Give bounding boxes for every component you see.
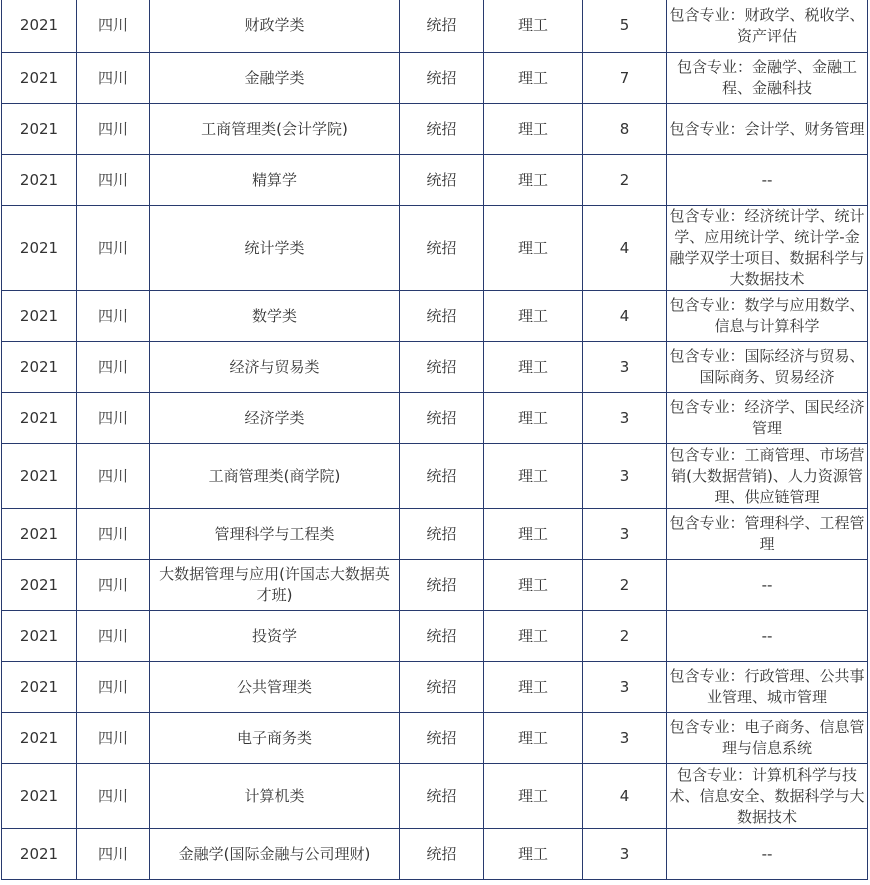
table-row: [2, 291, 868, 342]
plan-count-cell: 3: [583, 444, 667, 509]
enrollment-type-cell: 统招: [400, 764, 484, 829]
subject-cell: 理工: [484, 560, 583, 611]
province-cell: 四川: [77, 444, 150, 509]
plan-count-cell: 3: [583, 713, 667, 764]
major-cell: 管理科学与工程类: [150, 509, 400, 560]
year-cell: 2021: [2, 206, 77, 291]
major-cell: 金融学(国际金融与公司理财): [150, 829, 400, 880]
subject-cell: 理工: [484, 291, 583, 342]
enrollment-type-cell: 统招: [400, 0, 484, 53]
table-row: [2, 764, 868, 829]
subject-cell: 理工: [484, 53, 583, 104]
major-cell: 电子商务类: [150, 713, 400, 764]
subject-cell: 理工: [484, 206, 583, 291]
province-cell: 四川: [77, 713, 150, 764]
province-cell: 四川: [77, 509, 150, 560]
note-cell: 包含专业：金融学、金融工程、金融科技: [667, 53, 868, 104]
year-cell: 2021: [2, 560, 77, 611]
province-cell: 四川: [77, 829, 150, 880]
enrollment-type-cell: 统招: [400, 291, 484, 342]
year-cell: 2021: [2, 444, 77, 509]
plan-count-cell: 4: [583, 291, 667, 342]
subject-cell: 理工: [484, 444, 583, 509]
note-cell: 包含专业：工商管理、市场营销(大数据营销)、人力资源管理、供应链管理: [667, 444, 868, 509]
table-row: [2, 713, 868, 764]
major-cell: 投资学: [150, 611, 400, 662]
major-cell: 工商管理类(商学院): [150, 444, 400, 509]
note-cell: --: [667, 829, 868, 880]
note-cell: 包含专业：国际经济与贸易、国际商务、贸易经济: [667, 342, 868, 393]
province-cell: 四川: [77, 560, 150, 611]
plan-count-cell: 3: [583, 509, 667, 560]
province-cell: 四川: [77, 764, 150, 829]
plan-count-cell: 2: [583, 611, 667, 662]
table-row: [2, 53, 868, 104]
year-cell: 2021: [2, 393, 77, 444]
major-cell: 大数据管理与应用(许国志大数据英才班): [150, 560, 400, 611]
year-cell: 2021: [2, 0, 77, 53]
major-cell: 工商管理类(会计学院): [150, 104, 400, 155]
province-cell: 四川: [77, 342, 150, 393]
enrollment-type-cell: 统招: [400, 393, 484, 444]
note-cell: 包含专业：财政学、税收学、资产评估: [667, 0, 868, 53]
major-cell: 金融学类: [150, 53, 400, 104]
note-cell: --: [667, 560, 868, 611]
table-row: [2, 104, 868, 155]
enrollment-type-cell: 统招: [400, 206, 484, 291]
table-row: [2, 444, 868, 509]
province-cell: 四川: [77, 53, 150, 104]
year-cell: 2021: [2, 104, 77, 155]
major-cell: 数学类: [150, 291, 400, 342]
year-cell: 2021: [2, 155, 77, 206]
table-row: [2, 662, 868, 713]
note-cell: 包含专业：电子商务、信息管理与信息系统: [667, 713, 868, 764]
enrollment-type-cell: 统招: [400, 662, 484, 713]
table-row: [2, 560, 868, 611]
plan-count-cell: 8: [583, 104, 667, 155]
plan-count-cell: 3: [583, 662, 667, 713]
enrollment-type-cell: 统招: [400, 560, 484, 611]
note-cell: --: [667, 155, 868, 206]
year-cell: 2021: [2, 662, 77, 713]
major-cell: 财政学类: [150, 0, 400, 53]
plan-count-cell: 5: [583, 0, 667, 53]
note-cell: 包含专业：经济统计学、统计学、应用统计学、统计学-金融学双学士项目、数据科学与大数据技术: [667, 206, 868, 291]
enrollment-type-cell: 统招: [400, 104, 484, 155]
plan-count-cell: 7: [583, 53, 667, 104]
year-cell: 2021: [2, 829, 77, 880]
major-cell: 精算学: [150, 155, 400, 206]
major-cell: 经济学类: [150, 393, 400, 444]
major-cell: 经济与贸易类: [150, 342, 400, 393]
province-cell: 四川: [77, 104, 150, 155]
subject-cell: 理工: [484, 104, 583, 155]
note-cell: 包含专业：数学与应用数学、信息与计算科学: [667, 291, 868, 342]
enrollment-type-cell: 统招: [400, 509, 484, 560]
subject-cell: 理工: [484, 509, 583, 560]
province-cell: 四川: [77, 0, 150, 53]
province-cell: 四川: [77, 662, 150, 713]
year-cell: 2021: [2, 509, 77, 560]
subject-cell: 理工: [484, 0, 583, 53]
subject-cell: 理工: [484, 829, 583, 880]
province-cell: 四川: [77, 155, 150, 206]
table-row: [2, 342, 868, 393]
province-cell: 四川: [77, 291, 150, 342]
subject-cell: 理工: [484, 611, 583, 662]
year-cell: 2021: [2, 342, 77, 393]
plan-count-cell: 4: [583, 764, 667, 829]
plan-count-cell: 3: [583, 342, 667, 393]
table-row: [2, 829, 868, 880]
year-cell: 2021: [2, 764, 77, 829]
subject-cell: 理工: [484, 342, 583, 393]
subject-cell: 理工: [484, 662, 583, 713]
year-cell: 2021: [2, 611, 77, 662]
note-cell: 包含专业：经济学、国民经济管理: [667, 393, 868, 444]
major-cell: 计算机类: [150, 764, 400, 829]
table-row: [2, 206, 868, 291]
province-cell: 四川: [77, 206, 150, 291]
year-cell: 2021: [2, 713, 77, 764]
plan-count-cell: 4: [583, 206, 667, 291]
table-row: [2, 155, 868, 206]
enrollment-type-cell: 统招: [400, 342, 484, 393]
enrollment-type-cell: 统招: [400, 155, 484, 206]
note-cell: --: [667, 611, 868, 662]
enrollment-type-cell: 统招: [400, 829, 484, 880]
note-cell: 包含专业：行政管理、公共事业管理、城市管理: [667, 662, 868, 713]
enrollment-type-cell: 统招: [400, 713, 484, 764]
subject-cell: 理工: [484, 155, 583, 206]
enrollment-type-cell: 统招: [400, 444, 484, 509]
subject-cell: 理工: [484, 713, 583, 764]
plan-count-cell: 2: [583, 155, 667, 206]
note-cell: 包含专业：会计学、财务管理: [667, 104, 868, 155]
province-cell: 四川: [77, 393, 150, 444]
note-cell: 包含专业：计算机科学与技术、信息安全、数据科学与大数据技术: [667, 764, 868, 829]
table-row: [2, 509, 868, 560]
enrollment-type-cell: 统招: [400, 53, 484, 104]
year-cell: 2021: [2, 291, 77, 342]
table-row: [2, 0, 868, 53]
table-row: [2, 393, 868, 444]
plan-count-cell: 3: [583, 829, 667, 880]
plan-count-cell: 2: [583, 560, 667, 611]
note-cell: 包含专业：管理科学、工程管理: [667, 509, 868, 560]
table-row: [2, 611, 868, 662]
admission-plan-table: [1, 0, 868, 880]
major-cell: 公共管理类: [150, 662, 400, 713]
enrollment-type-cell: 统招: [400, 611, 484, 662]
province-cell: 四川: [77, 611, 150, 662]
subject-cell: 理工: [484, 393, 583, 444]
plan-count-cell: 3: [583, 393, 667, 444]
major-cell: 统计学类: [150, 206, 400, 291]
subject-cell: 理工: [484, 764, 583, 829]
year-cell: 2021: [2, 53, 77, 104]
